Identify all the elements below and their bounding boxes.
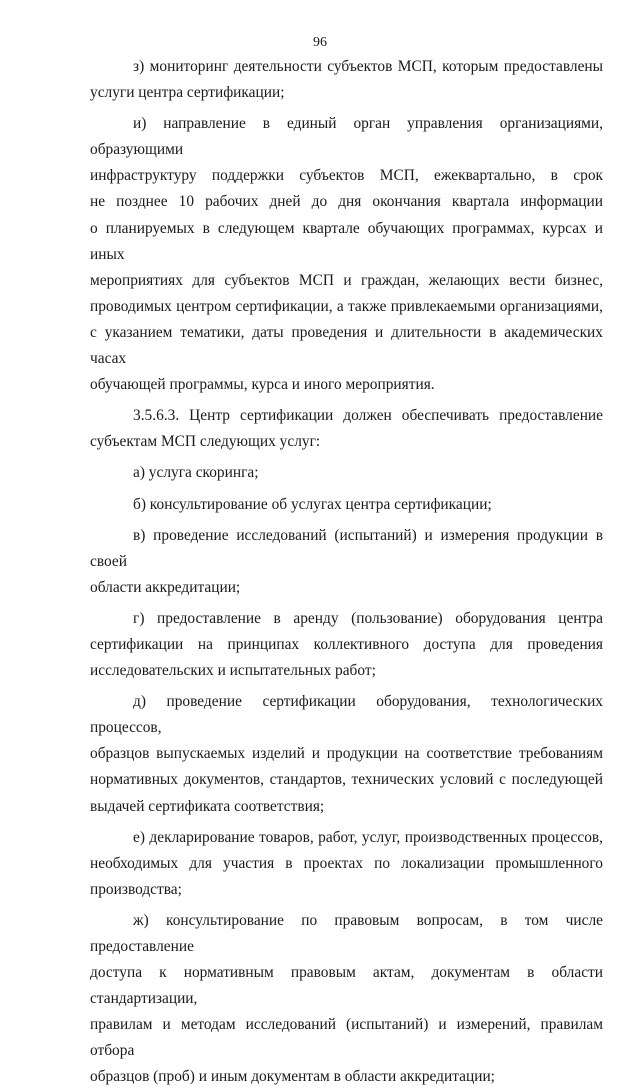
paragraph-line: 3.5.6.3. Центр сертификации должен обеспечивать предоставление <box>133 407 603 425</box>
paragraph-i <box>90 111 603 398</box>
paragraph-line: исследовательских и испытательных работ; <box>90 662 376 680</box>
paragraph-e <box>90 825 603 903</box>
paragraph-line: г) предоставление в аренду (пользование) оборудования центра <box>133 609 603 627</box>
paragraph-d <box>90 689 603 819</box>
paragraph-line: доступа к нормативным правовым актам, документам в области стандартизации, <box>90 964 603 1008</box>
paragraph-line: с указанием тематики, даты проведения и длительности в академических часах <box>90 323 603 368</box>
page-number: 96 <box>313 35 327 50</box>
paragraph-line: сертификации на принципах коллективного доступа для проведения <box>90 635 603 653</box>
paragraph-v <box>90 523 603 601</box>
paragraph-3-5-6-3 <box>90 403 603 455</box>
paragraph-line: производства; <box>90 880 182 898</box>
paragraph-line: инфраструктуру поддержки субъектов МСП, ежеквартально, в срок <box>90 167 603 185</box>
paragraph-line: выдачей сертификата соответствия; <box>90 797 325 815</box>
paragraph-line: области аккредитации; <box>90 578 241 596</box>
paragraph-line: д) проведение сертификации оборудования, технологических процессов, <box>90 693 603 737</box>
paragraph-zh <box>90 908 603 1091</box>
paragraph-line: з) мониторинг деятельности субъектов МСП, которым предоставлены <box>133 58 603 75</box>
paragraph-line: проводимых центром сертификации, а также привлекаемыми организациями, <box>90 297 603 315</box>
paragraph-b <box>90 492 603 518</box>
paragraph-line: обучающей программы, курса и иного мероприятия. <box>90 376 435 394</box>
document-body <box>90 54 603 1091</box>
paragraph-z <box>90 54 603 106</box>
paragraph-line: образцов выпускаемых изделий и продукции на соответствие требованиям <box>90 745 603 763</box>
paragraph-line: необходимых для участия в проектах по локализации промышленного <box>90 854 603 872</box>
paragraph-a <box>90 460 603 486</box>
paragraph-line: мероприятиях для субъектов МСП и граждан, желающих вести бизнес, <box>90 271 603 289</box>
paragraph-line: е) декларирование товаров, работ, услуг, производственных процессов, <box>133 828 603 846</box>
paragraph-line: в) проведение исследований (испытаний) и измерения продукции в своей <box>90 526 603 570</box>
paragraph-line: правилам и методам исследований (испытаний) и измерений, правилам отбора <box>90 1016 603 1060</box>
paragraph-line: субъектам МСП следующих услуг: <box>90 433 321 451</box>
paragraph-line: и) направление в единый орган управления организациями, образующими <box>90 115 603 159</box>
paragraph-line: образцов (проб) и иным документам в области аккредитации; <box>90 1068 495 1086</box>
paragraph-g <box>90 606 603 684</box>
paragraph-line: а) услуга скоринга; <box>133 464 259 482</box>
paragraph-line: о планируемых в следующем квартале обучающих программах, курсах и иных <box>90 219 603 263</box>
paragraph-line: нормативных документов, стандартов, технических условий с последующей <box>90 771 603 789</box>
paragraph-line: услуги центра сертификации; <box>90 84 285 102</box>
paragraph-line: не позднее 10 рабочих дней до дня окончания квартала информации <box>90 193 603 211</box>
paragraph-line: ж) консультирование по правовым вопросам, в том числе предоставление <box>90 911 603 955</box>
paragraph-line: б) консультирование об услугах центра сертификации; <box>133 495 492 513</box>
